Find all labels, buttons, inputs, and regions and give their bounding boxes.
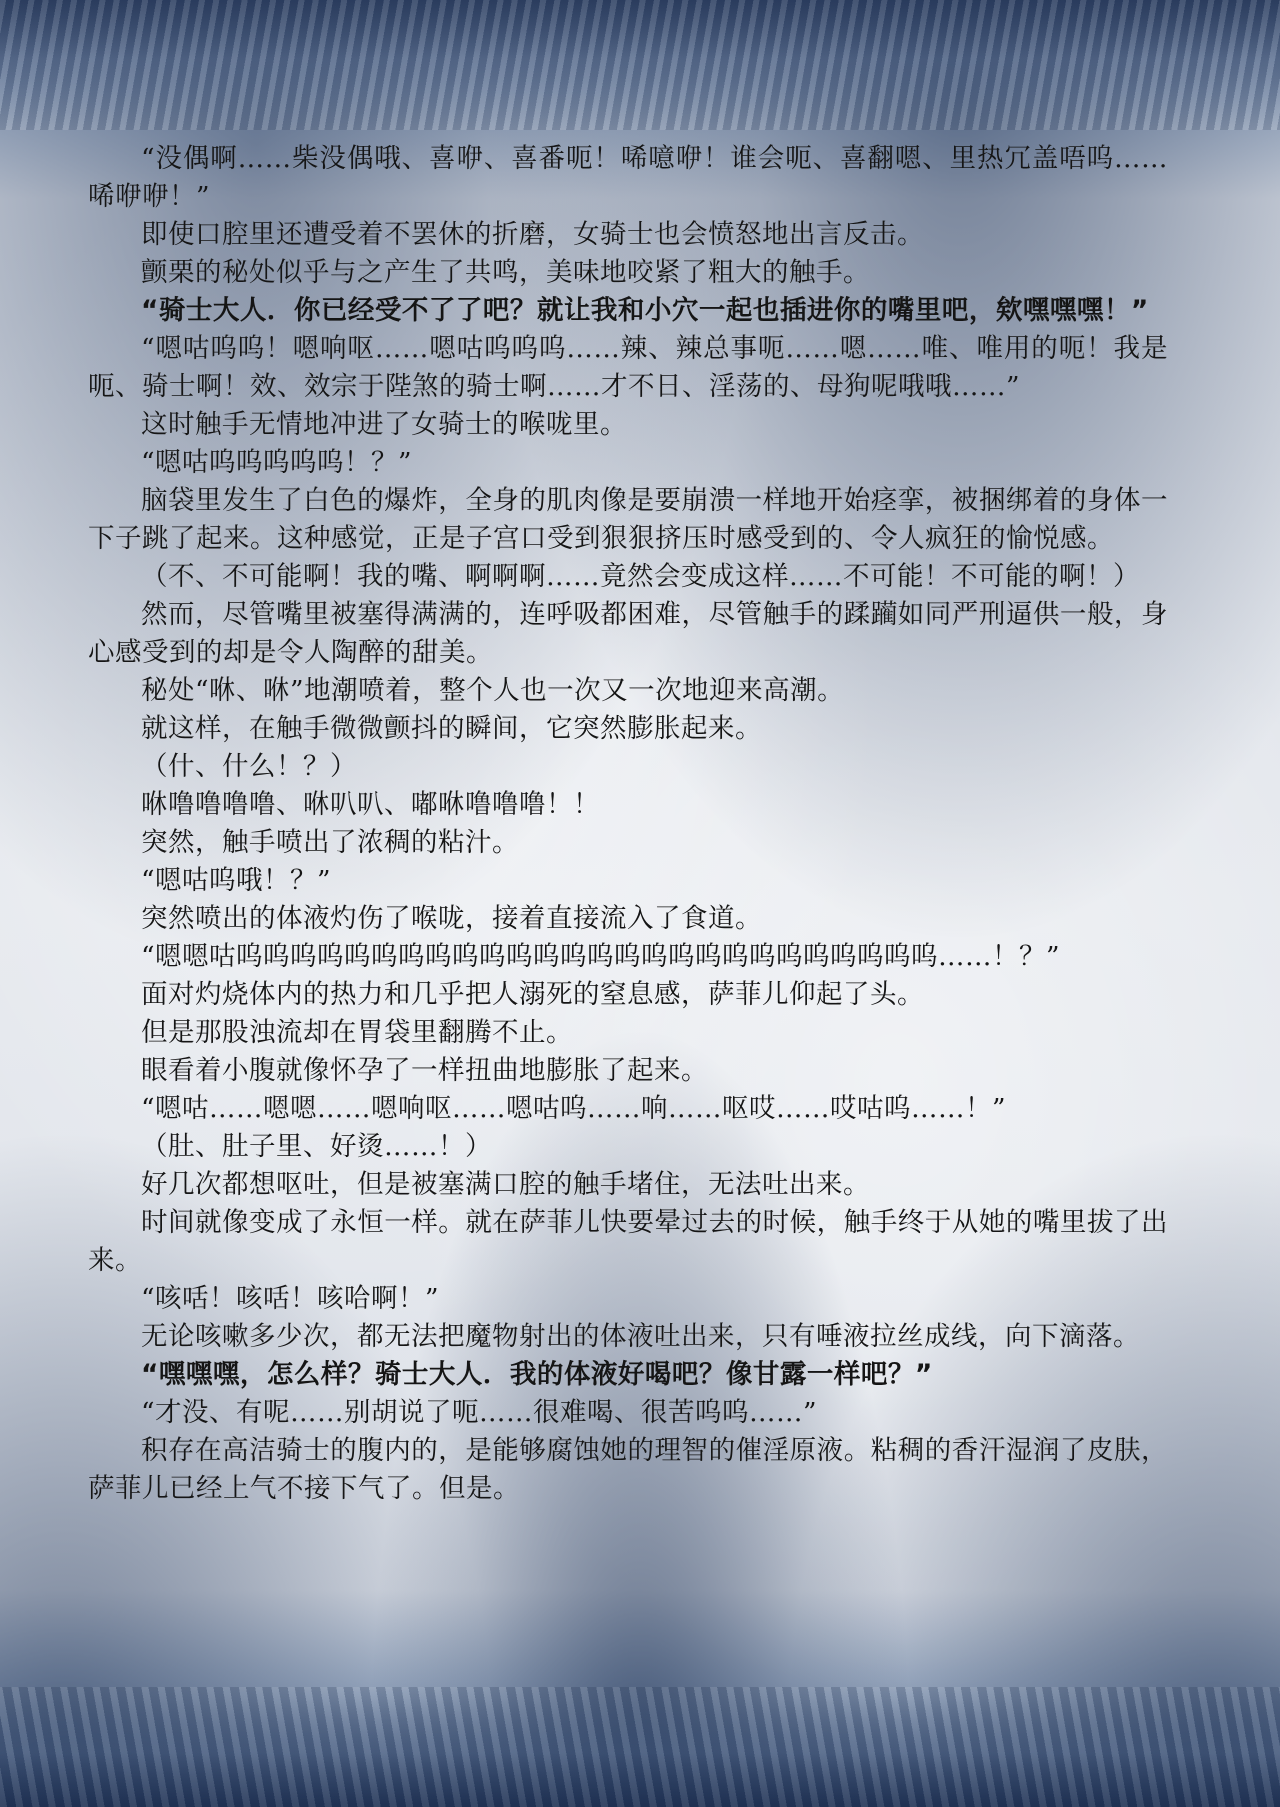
- top-ice-texture: [0, 0, 1280, 130]
- paragraph: （肚、肚子里、好烫……！）: [141, 1131, 492, 1162]
- paragraph: 咻噜噜噜噜、咻叭叭、嘟咻噜噜噜！！: [141, 789, 600, 820]
- paragraph-monster-voice: “骑士大人．你已经受不了了吧？就让我和小穴一起也插进你的嘴里吧，欸嘿嘿嘿！”: [141, 295, 1149, 326]
- paragraph: 这时触手无情地冲进了女骑士的喉咙里。: [141, 409, 627, 440]
- paragraph-monster-voice: “嘿嘿嘿，怎么样？骑士大人．我的体液好喝吧？像甘露一样吧？”: [141, 1359, 933, 1390]
- paragraph: “嗯咕……嗯嗯……嗯响呕……嗯咕呜……响……呕哎……哎咕呜……！”: [141, 1093, 1007, 1124]
- paragraph: “嗯咕呜哦！？”: [141, 865, 332, 896]
- paragraph: “嗯嗯咕呜呜呜呜呜呜呜呜呜呜呜呜呜呜呜呜呜呜呜呜呜呜呜呜呜呜……！？”: [141, 941, 1061, 972]
- paragraph: “没偶啊……柴没偶哦、喜咿、喜番呃！唏噫咿！谁会呃、喜翻嗯、里热冗盖唔呜……唏咿咿！”: [88, 143, 1168, 212]
- paragraph: “咳咶！咳咶！咳哈啊！”: [141, 1283, 440, 1314]
- paragraph: 眼看着小腹就像怀孕了一样扭曲地膨胀了起来。: [141, 1055, 708, 1086]
- paragraph: 然而，尽管嘴里被塞得满满的，连呼吸都困难，尽管触手的蹂躏如同严刑逼供一般，身心感受到的却是令人陶醉的甜美。: [88, 599, 1168, 668]
- paragraph: 即使口腔里还遭受着不罢休的折磨，女骑士也会愤怒地出言反击。: [141, 219, 924, 250]
- paragraph: 积存在高洁骑士的腹内的，是能够腐蚀她的理智的催淫原液。粘稠的香汗湿润了皮肤，萨菲儿已经上气不接下气了。但是。: [88, 1435, 1168, 1504]
- paragraph: “嗯咕呜呜！嗯响呕……嗯咕呜呜呜……辣、辣总事呃……嗯……唯、唯用的呃！我是呃、骑士啊！效、效宗于陛煞的骑士啊……才不日、淫荡的、母狗呢哦哦……”: [88, 333, 1168, 402]
- paragraph: （什、什么！？）: [141, 751, 357, 782]
- paragraph: “才没、有呢……别胡说了呃……很难喝、很苦呜呜……”: [141, 1397, 818, 1428]
- paragraph: 面对灼烧体内的热力和几乎把人溺死的窒息感，萨菲儿仰起了头。: [141, 979, 924, 1010]
- paragraph: “嗯咕呜呜呜呜呜！？”: [141, 447, 413, 478]
- paragraph: （不、不可能啊！我的嘴、啊啊啊……竟然会变成这样……不可能！不可能的啊！）: [141, 561, 1140, 592]
- paragraph: 好几次都想呕吐，但是被塞满口腔的触手堵住，无法吐出来。: [141, 1169, 870, 1200]
- bottom-ice-texture: [0, 1687, 1280, 1807]
- paragraph: 但是那股浊流却在胃袋里翻腾不止。: [141, 1017, 573, 1048]
- paragraph: 时间就像变成了永恒一样。就在萨菲儿快要晕过去的时候，触手终于从她的嘴里拔了出来。: [88, 1207, 1168, 1276]
- paragraph: 就这样，在触手微微颤抖的瞬间，它突然膨胀起来。: [141, 713, 762, 744]
- paragraph: 无论咳嗽多少次，都无法把魔物射出的体液吐出来，只有唾液拉丝成线，向下滴落。: [141, 1321, 1140, 1352]
- paragraph: 颤栗的秘处似乎与之产生了共鸣，美味地咬紧了粗大的触手。: [141, 257, 870, 288]
- novel-text-body: [88, 140, 1168, 1508]
- paragraph: 秘处“咻、咻”地潮喷着，整个人也一次又一次地迎来高潮。: [141, 675, 845, 706]
- paragraph: 突然喷出的体液灼伤了喉咙，接着直接流入了食道。: [141, 903, 762, 934]
- paragraph: 脑袋里发生了白色的爆炸，全身的肌肉像是要崩溃一样地开始痉挛，被捆绑着的身体一下子跳了起来。这种感觉，正是子宫口受到狠狠挤压时感受到的、令人疯狂的愉悦感。: [88, 485, 1168, 554]
- paragraph: 突然，触手喷出了浓稠的粘汁。: [141, 827, 519, 858]
